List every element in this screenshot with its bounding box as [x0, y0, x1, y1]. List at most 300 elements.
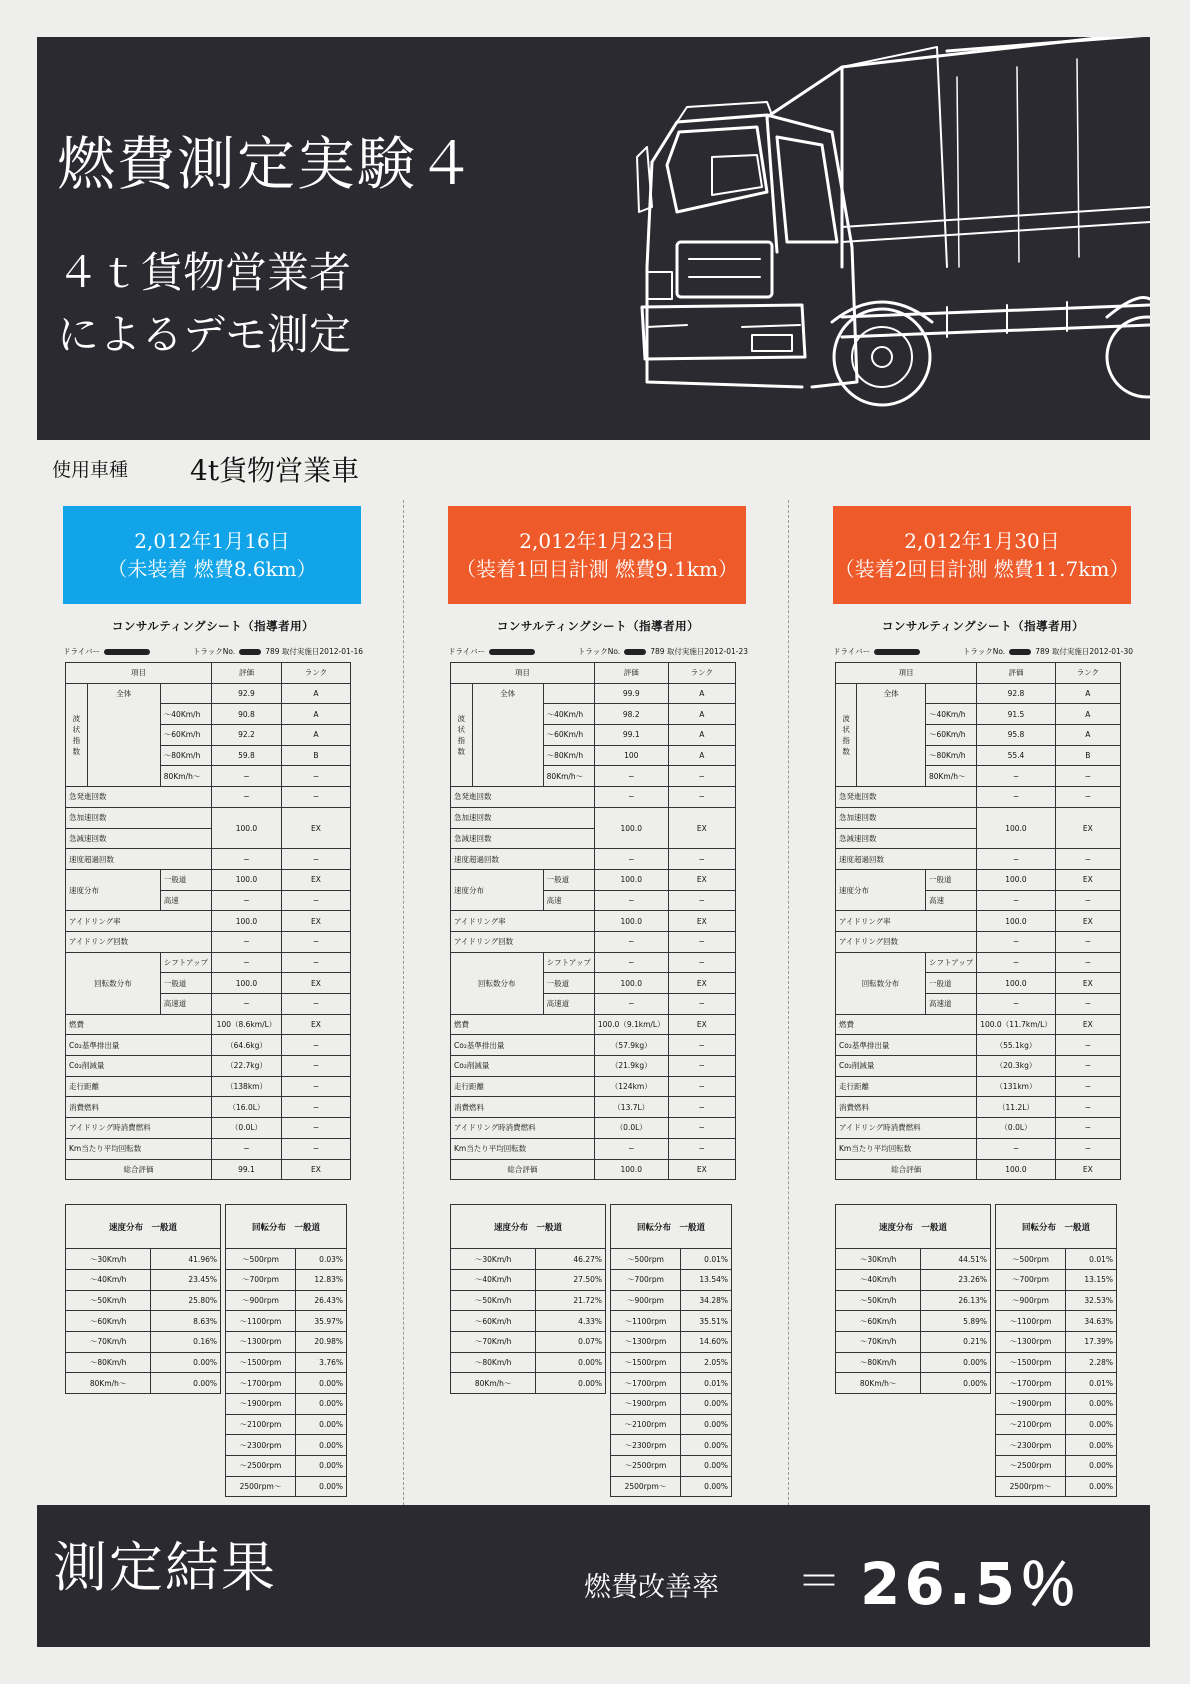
speed-band: 〜80Km/h — [451, 1352, 536, 1373]
table-cell: 回転数分布 — [451, 952, 544, 1014]
table-row — [611, 1394, 732, 1415]
table-cell: Km当たり平均回転数 — [836, 1138, 977, 1159]
table-row — [451, 1159, 736, 1180]
table-cell: 〜60Km/h — [543, 725, 594, 746]
table-cell: − — [668, 766, 735, 787]
table-row — [836, 1076, 1121, 1097]
table-cell: 100.0 — [594, 1159, 668, 1180]
consulting-sheet-table — [65, 662, 351, 1180]
table-cell: （131km） — [977, 1076, 1056, 1097]
redaction-mark — [1009, 649, 1031, 655]
speed-band: 〜60Km/h — [836, 1311, 921, 1332]
table-row — [451, 869, 736, 890]
table-row — [451, 1014, 736, 1035]
table-row — [451, 1249, 606, 1270]
header-eval: 評価 — [977, 663, 1056, 684]
table-cell: 高速 — [160, 890, 211, 911]
table-row — [66, 663, 351, 684]
table-cell: − — [1055, 1118, 1120, 1139]
rpm-share: 0.03% — [295, 1249, 346, 1270]
speed-share: 0.00% — [536, 1352, 606, 1373]
table-row — [451, 1097, 736, 1118]
table-cell: 80Km/h〜 — [925, 766, 976, 787]
improvement-rate-value: 26.5％ — [860, 1550, 1082, 1618]
table-cell: EX — [668, 869, 735, 890]
rpm-band: 〜900rpm — [611, 1290, 681, 1311]
rpm-band: 〜2100rpm — [611, 1414, 681, 1435]
rpm-share: 34.28% — [680, 1290, 731, 1311]
table-row — [451, 1118, 736, 1139]
rpm-share: 0.01% — [1065, 1373, 1116, 1394]
table-cell: − — [281, 1118, 350, 1139]
table-row — [451, 1373, 606, 1394]
table-row — [836, 869, 1121, 890]
table-row — [451, 807, 736, 828]
table-cell: （57.9kg） — [594, 1035, 668, 1056]
table-cell: EX — [281, 1159, 350, 1180]
wave-index-label: 波 状 指 数 — [451, 683, 473, 786]
table-cell: 一般道 — [543, 973, 594, 994]
table-cell: A — [281, 704, 350, 725]
table-cell: EX — [668, 973, 735, 994]
table-cell: 〜40Km/h — [543, 704, 594, 725]
rpm-share: 2.05% — [680, 1352, 731, 1373]
badge-note: （装着1回目計測 燃費9.1km） — [456, 557, 738, 581]
table-row — [836, 683, 1121, 704]
table-cell: 総合評価 — [836, 1159, 977, 1180]
speed-band: 〜60Km/h — [66, 1311, 151, 1332]
table-cell: − — [1055, 952, 1120, 973]
table-cell: 消費燃料 — [66, 1097, 212, 1118]
table-cell: − — [212, 766, 282, 787]
rpm-band: 2500rpm〜 — [226, 1476, 296, 1497]
table-cell: 速度超過回数 — [66, 849, 212, 870]
table-cell: − — [977, 890, 1056, 911]
table-cell: EX — [668, 911, 735, 932]
table-row — [66, 787, 351, 808]
table-cell: 急減速回数 — [66, 828, 212, 849]
rpm-band: 〜2300rpm — [996, 1435, 1066, 1456]
table-cell: − — [668, 952, 735, 973]
measurement-column — [63, 506, 363, 1497]
speed-band: 〜30Km/h — [451, 1249, 536, 1270]
header-rank: ランク — [1055, 663, 1120, 684]
table-cell: − — [212, 1138, 282, 1159]
rpm-share: 0.00% — [1065, 1456, 1116, 1477]
table-cell: シフトアップ — [925, 952, 976, 973]
speed-share: 23.26% — [921, 1269, 991, 1290]
rpm-share: 35.97% — [295, 1311, 346, 1332]
redaction-mark — [874, 649, 920, 655]
table-row — [611, 1476, 732, 1497]
rpm-band: 〜1100rpm — [611, 1311, 681, 1332]
table-cell: （0.0L） — [594, 1118, 668, 1139]
table-cell: 100.0（11.7km/L） — [977, 1014, 1056, 1035]
table-cell: 一般道 — [925, 973, 976, 994]
table-cell: A — [1055, 683, 1120, 704]
table-cell: EX — [1055, 869, 1120, 890]
table-cell: 速度分布 — [66, 869, 161, 910]
table-cell: 100.0 — [212, 869, 282, 890]
header-item: 項目 — [451, 663, 595, 684]
speed-table-title: 速度分布 一般道 — [836, 1205, 991, 1249]
table-cell: − — [1055, 931, 1120, 952]
table-cell: アイドリング時消費燃料 — [66, 1118, 212, 1139]
rpm-share: 0.00% — [1065, 1435, 1116, 1456]
table-cell: Km当たり平均回転数 — [66, 1138, 212, 1159]
rpm-band: 〜2500rpm — [996, 1456, 1066, 1477]
speed-distribution-table — [835, 1204, 991, 1394]
table-cell: 速度超過回数 — [836, 849, 977, 870]
rpm-share: 26.43% — [295, 1290, 346, 1311]
table-row — [836, 1097, 1121, 1118]
table-cell: シフトアップ — [543, 952, 594, 973]
rpm-share: 20.98% — [295, 1331, 346, 1352]
table-cell: − — [977, 849, 1056, 870]
distribution-tables — [835, 1204, 1133, 1497]
table-cell: 急発進回数 — [836, 787, 977, 808]
rpm-band: 〜1900rpm — [226, 1394, 296, 1415]
table-cell — [160, 683, 211, 704]
consulting-sheet-table — [835, 662, 1121, 1180]
table-cell: − — [1055, 1035, 1120, 1056]
table-row — [836, 1056, 1121, 1077]
table-cell: シフトアップ — [160, 952, 211, 973]
table-cell: 100.0 — [977, 911, 1056, 932]
table-cell: 〜80Km/h — [160, 745, 211, 766]
speed-share: 0.00% — [921, 1373, 991, 1394]
rpm-share: 0.00% — [1065, 1476, 1116, 1497]
table-row — [66, 1159, 351, 1180]
table-row — [451, 1076, 736, 1097]
table-cell: EX — [668, 807, 735, 848]
table-row — [836, 1352, 991, 1373]
rpm-band: 〜1500rpm — [996, 1352, 1066, 1373]
rpm-band: 〜2500rpm — [611, 1456, 681, 1477]
badge-date: 2,012年1月30日 — [904, 529, 1060, 553]
table-cell: − — [1055, 994, 1120, 1015]
rpm-share: 0.00% — [1065, 1414, 1116, 1435]
table-cell: B — [1055, 745, 1120, 766]
table-cell: 急加速回数 — [836, 807, 977, 828]
speed-table-title: 速度分布 一般道 — [451, 1205, 606, 1249]
result-panel — [37, 1505, 1150, 1647]
table-cell: 走行距離 — [451, 1076, 595, 1097]
rpm-band: 〜1500rpm — [611, 1352, 681, 1373]
speed-share: 0.00% — [151, 1373, 221, 1394]
table-row — [66, 1097, 351, 1118]
header-item: 項目 — [836, 663, 977, 684]
table-cell: （0.0L） — [977, 1118, 1056, 1139]
table-cell: EX — [281, 911, 350, 932]
table-row — [66, 1014, 351, 1035]
rpm-share: 17.39% — [1065, 1331, 1116, 1352]
table-cell: 100.0 — [977, 1159, 1056, 1180]
table-cell: 燃費 — [836, 1014, 977, 1035]
table-cell: − — [1055, 766, 1120, 787]
table-row — [66, 683, 351, 704]
table-cell: − — [1055, 890, 1120, 911]
table-row — [451, 663, 736, 684]
table-row — [611, 1205, 732, 1249]
table-row — [226, 1435, 347, 1456]
table-cell: − — [1055, 1056, 1120, 1077]
speed-share: 0.07% — [536, 1331, 606, 1352]
speed-distribution-table — [450, 1204, 606, 1394]
speed-share: 27.50% — [536, 1269, 606, 1290]
table-cell: 100.0 — [594, 911, 668, 932]
table-cell: （138km） — [212, 1076, 282, 1097]
table-row — [66, 1269, 221, 1290]
rpm-band: 〜2300rpm — [226, 1435, 296, 1456]
table-cell: 92.2 — [212, 725, 282, 746]
table-cell: − — [668, 787, 735, 808]
table-row — [836, 1373, 991, 1394]
measurement-column — [448, 506, 748, 1497]
table-cell: アイドリング回数 — [66, 931, 212, 952]
table-cell: 回転数分布 — [66, 952, 161, 1014]
table-row — [611, 1290, 732, 1311]
table-row — [66, 849, 351, 870]
rpm-band: 〜1300rpm — [226, 1331, 296, 1352]
table-cell: − — [668, 1118, 735, 1139]
table-row — [836, 663, 1121, 684]
speed-share: 41.96% — [151, 1249, 221, 1270]
table-row — [836, 1249, 991, 1270]
table-cell: 高速道 — [160, 994, 211, 1015]
table-cell: EX — [1055, 973, 1120, 994]
table-cell: 99.1 — [212, 1159, 282, 1180]
rpm-band: 〜1700rpm — [611, 1373, 681, 1394]
table-row — [996, 1352, 1117, 1373]
speed-band: 〜80Km/h — [66, 1352, 151, 1373]
table-row — [451, 1331, 606, 1352]
table-cell: − — [668, 1056, 735, 1077]
rpm-share: 0.01% — [680, 1373, 731, 1394]
rpm-band: 2500rpm〜 — [611, 1476, 681, 1497]
rpm-band: 〜2100rpm — [996, 1414, 1066, 1435]
table-row — [996, 1414, 1117, 1435]
header-rank: ランク — [668, 663, 735, 684]
table-cell: 一般道 — [160, 973, 211, 994]
speed-band: 〜30Km/h — [836, 1249, 921, 1270]
table-row — [451, 952, 736, 973]
table-row — [226, 1205, 347, 1249]
table-cell: − — [977, 766, 1056, 787]
measurement-column — [833, 506, 1133, 1497]
rpm-share: 32.53% — [1065, 1290, 1116, 1311]
speed-band: 〜70Km/h — [66, 1331, 151, 1352]
speed-share: 0.00% — [921, 1352, 991, 1373]
table-cell: − — [594, 952, 668, 973]
measurement-date-badge — [448, 506, 746, 604]
table-row — [226, 1352, 347, 1373]
table-cell: アイドリング率 — [451, 911, 595, 932]
table-cell: 高速道 — [925, 994, 976, 1015]
table-row — [66, 1056, 351, 1077]
rpm-band: 〜500rpm — [226, 1249, 296, 1270]
table-row — [836, 787, 1121, 808]
table-row — [66, 952, 351, 973]
rpm-table-title: 回転分布 一般道 — [996, 1205, 1117, 1249]
table-cell — [925, 683, 976, 704]
rpm-distribution-table — [225, 1204, 347, 1497]
table-row — [226, 1311, 347, 1332]
table-cell: 100.0 — [212, 807, 282, 848]
table-row — [66, 1331, 221, 1352]
speed-band: 〜40Km/h — [66, 1269, 151, 1290]
table-cell: 80Km/h〜 — [160, 766, 211, 787]
speed-share: 21.72% — [536, 1290, 606, 1311]
table-cell: 91.5 — [977, 704, 1056, 725]
table-cell: アイドリング時消費燃料 — [451, 1118, 595, 1139]
rpm-band: 〜700rpm — [611, 1269, 681, 1290]
table-cell: A — [668, 704, 735, 725]
table-row — [836, 1290, 991, 1311]
speed-share: 26.13% — [921, 1290, 991, 1311]
table-cell: − — [594, 931, 668, 952]
sheet-header — [833, 646, 1133, 657]
rpm-share: 0.01% — [1065, 1249, 1116, 1270]
table-cell: （21.9kg） — [594, 1056, 668, 1077]
table-cell: 走行距離 — [836, 1076, 977, 1097]
rpm-share: 0.00% — [680, 1456, 731, 1477]
rpm-band: 〜1900rpm — [996, 1394, 1066, 1415]
table-cell: − — [212, 890, 282, 911]
rpm-table-title: 回転分布 一般道 — [226, 1205, 347, 1249]
table-cell: 全体 — [472, 683, 543, 786]
rpm-share: 0.00% — [680, 1394, 731, 1415]
table-cell: 回転数分布 — [836, 952, 926, 1014]
speed-share: 8.63% — [151, 1311, 221, 1332]
rpm-share: 2.28% — [1065, 1352, 1116, 1373]
speed-share: 4.33% — [536, 1311, 606, 1332]
speed-band: 80Km/h〜 — [836, 1373, 921, 1394]
rpm-band: 〜900rpm — [996, 1290, 1066, 1311]
rpm-share: 0.00% — [295, 1476, 346, 1497]
table-cell: − — [668, 931, 735, 952]
table-row — [996, 1476, 1117, 1497]
table-cell: − — [281, 849, 350, 870]
table-cell: Co₂削減量 — [836, 1056, 977, 1077]
table-cell: − — [281, 931, 350, 952]
table-row — [611, 1352, 732, 1373]
table-row — [836, 849, 1121, 870]
table-cell: − — [1055, 787, 1120, 808]
table-row — [226, 1269, 347, 1290]
redaction-mark — [624, 649, 646, 655]
speed-band: 〜70Km/h — [836, 1331, 921, 1352]
header-eval: 評価 — [594, 663, 668, 684]
speed-share: 46.27% — [536, 1249, 606, 1270]
table-cell: 速度超過回数 — [451, 849, 595, 870]
table-row — [996, 1331, 1117, 1352]
speed-share: 0.16% — [151, 1331, 221, 1352]
rpm-distribution-table — [610, 1204, 732, 1497]
table-row — [836, 1205, 991, 1249]
redaction-mark — [104, 649, 150, 655]
rpm-share: 0.00% — [680, 1414, 731, 1435]
table-cell: − — [594, 766, 668, 787]
table-cell: A — [1055, 725, 1120, 746]
table-row — [451, 911, 736, 932]
table-cell: − — [281, 994, 350, 1015]
table-cell: − — [977, 1138, 1056, 1159]
table-cell: − — [668, 1035, 735, 1056]
speed-table-title: 速度分布 一般道 — [66, 1205, 221, 1249]
badge-date: 2,012年1月16日 — [134, 529, 290, 553]
table-cell: 100.0 — [977, 973, 1056, 994]
table-cell: − — [1055, 1097, 1120, 1118]
table-cell: 燃費 — [66, 1014, 212, 1035]
speed-distribution-table — [65, 1204, 221, 1394]
table-cell: 急加速回数 — [66, 807, 212, 828]
table-cell: 100 — [594, 745, 668, 766]
speed-band: 80Km/h〜 — [66, 1373, 151, 1394]
table-row — [836, 1331, 991, 1352]
table-cell: 〜40Km/h — [160, 704, 211, 725]
vehicle-type-value: 4t貨物営業車 — [190, 454, 360, 487]
table-row — [66, 1311, 221, 1332]
table-cell: 一般道 — [925, 869, 976, 890]
table-row — [66, 1076, 351, 1097]
speed-band: 〜70Km/h — [451, 1331, 536, 1352]
table-row — [226, 1249, 347, 1270]
header-eval: 評価 — [212, 663, 282, 684]
table-cell: Co₂基準排出量 — [451, 1035, 595, 1056]
rpm-band: 〜1100rpm — [996, 1311, 1066, 1332]
table-row — [451, 1205, 606, 1249]
table-cell: 100.0 — [594, 807, 668, 848]
table-row — [451, 1269, 606, 1290]
table-cell: − — [281, 1056, 350, 1077]
page-title: 燃費測定実験４ — [57, 130, 478, 198]
table-cell: 一般道 — [160, 869, 211, 890]
table-row — [66, 1205, 221, 1249]
vehicle-type — [52, 454, 360, 487]
table-row — [996, 1269, 1117, 1290]
driver-label: ドライバー — [833, 646, 924, 657]
rpm-band: 〜1700rpm — [996, 1373, 1066, 1394]
table-row — [66, 1035, 351, 1056]
table-cell: 〜60Km/h — [160, 725, 211, 746]
table-row — [611, 1331, 732, 1352]
table-cell: 95.8 — [977, 725, 1056, 746]
rpm-band: 〜900rpm — [226, 1290, 296, 1311]
rpm-share: 14.60% — [680, 1331, 731, 1352]
rpm-share: 0.00% — [295, 1414, 346, 1435]
rpm-band: 〜1100rpm — [226, 1311, 296, 1332]
table-row — [66, 1138, 351, 1159]
rpm-band: 〜1300rpm — [611, 1331, 681, 1352]
table-cell: 走行距離 — [66, 1076, 212, 1097]
table-row — [451, 849, 736, 870]
sheet-title: コンサルティングシート（指導者用） — [881, 619, 1085, 633]
table-cell: − — [281, 1076, 350, 1097]
table-row — [451, 931, 736, 952]
table-row — [226, 1290, 347, 1311]
table-cell: − — [977, 994, 1056, 1015]
header-item: 項目 — [66, 663, 212, 684]
table-row — [66, 1352, 221, 1373]
badge-note: （装着2回目計測 燃費11.7km） — [834, 557, 1130, 581]
table-cell: 一般道 — [543, 869, 594, 890]
table-cell: 速度分布 — [451, 869, 544, 910]
table-cell: 99.9 — [594, 683, 668, 704]
table-cell: EX — [281, 807, 350, 848]
table-cell: − — [668, 994, 735, 1015]
table-cell: （13.7L） — [594, 1097, 668, 1118]
